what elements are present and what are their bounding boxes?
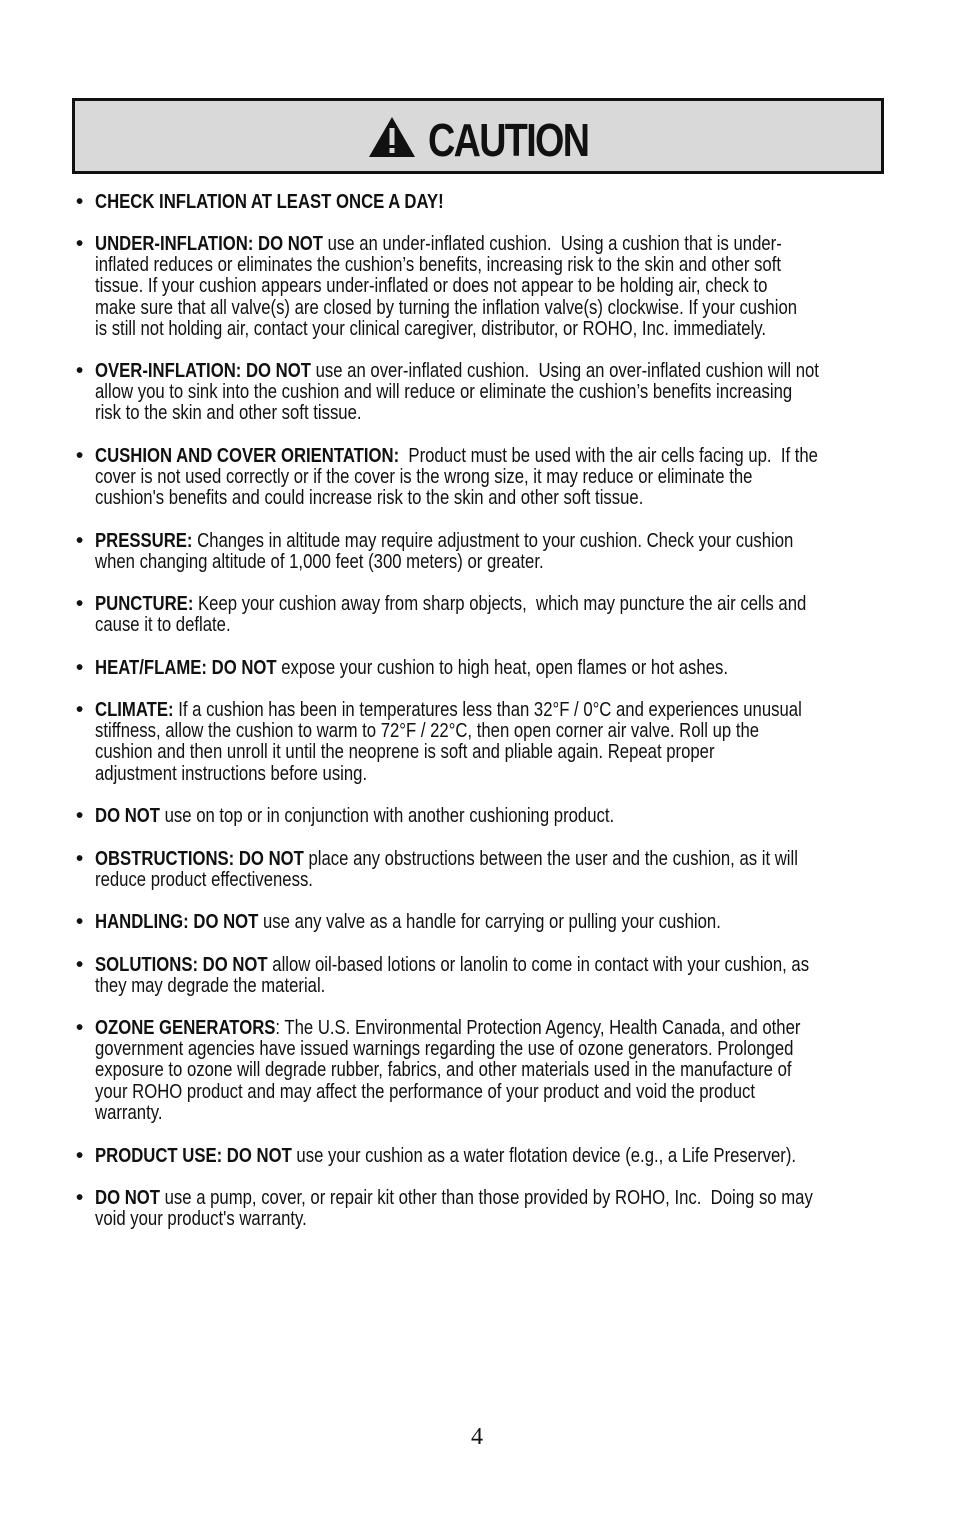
caution-item-line: allow oil-based lotions or lanolin to come in contact with your cushion, as xyxy=(267,953,810,976)
bullet-icon: • xyxy=(76,444,84,467)
caution-item-line: make sure that all valve(s) are closed by turning the inflation valve(s) clockwise. If your cushion xyxy=(95,295,798,319)
caution-item-line: use an over-inflated cushion. Using an over-inflated cushion will not xyxy=(310,359,819,382)
caution-item-line: : The U.S. Environmental Protection Agency, Health Canada, and other xyxy=(275,1016,801,1039)
caution-item-line: stiffness, allow the cushion to warm to 72°F / 22°C, then open corner air valve. Roll up the xyxy=(95,719,760,743)
caution-item-heading: DO NOT xyxy=(95,804,160,827)
bullet-icon: • xyxy=(76,529,84,552)
bullet-icon: • xyxy=(76,953,84,976)
caution-item-text xyxy=(95,191,877,212)
caution-item-line: use on top or in conjunction with another cushioning product. xyxy=(159,804,615,827)
caution-item-line: use any valve as a handle for carrying or pulling your cushion. xyxy=(258,910,721,933)
caution-item-text xyxy=(95,1187,877,1229)
caution-item-line: void your product's warranty. xyxy=(95,1207,307,1231)
caution-item-line: your ROHO product and may affect the performance of your product and void the product xyxy=(95,1079,755,1103)
bullet-icon: • xyxy=(76,1186,84,1209)
caution-item-text xyxy=(95,233,877,339)
caution-item-line: cushion and then unroll it until the neoprene is soft and pliable again. Repeat proper xyxy=(95,740,715,764)
bullet-icon: • xyxy=(76,592,84,615)
caution-item-line: reduce product effectiveness. xyxy=(95,868,313,892)
caution-item-text xyxy=(95,848,877,890)
bullet-icon: • xyxy=(76,1144,84,1167)
caution-item-heading: OZONE GENERATORS xyxy=(95,1016,276,1039)
caution-item-line: use a pump, cover, or repair kit other than those provided by ROHO, Inc. Doing so may xyxy=(159,1186,813,1209)
caution-item-line: use an under-inflated cushion. Using a cushion that is under- xyxy=(323,232,782,255)
caution-item-heading: HEAT/FLAME: DO NOT xyxy=(95,656,277,679)
caution-item-text xyxy=(95,911,877,932)
caution-item-line: inflated reduces or eliminates the cushion’s benefits, increasing risk to the skin and other soft xyxy=(95,253,782,277)
page-number: 4 xyxy=(471,1424,483,1450)
bullet-icon: • xyxy=(76,1016,84,1039)
caution-item-line: cover is not used correctly or if the cover is the wrong size, it may reduce or eliminate the xyxy=(95,465,753,489)
caution-item-line: cushion's benefits and could increase risk to the skin and other soft tissue. xyxy=(95,486,644,510)
caution-item-text xyxy=(95,360,877,424)
caution-item-heading: SOLUTIONS: DO NOT xyxy=(95,953,268,976)
caution-item-line: cause it to deflate. xyxy=(95,613,231,637)
caution-item-line: place any obstructions between the user and the cushion, as it will xyxy=(303,847,798,870)
caution-item-line: allow you to sink into the cushion and will reduce or eliminate the cushion’s benefits increasing xyxy=(95,380,793,404)
caution-item-line: risk to the skin and other soft tissue. xyxy=(95,401,362,425)
caution-item-line: Keep your cushion away from sharp objects, which may puncture the air cells and xyxy=(193,592,807,615)
caution-title: CAUTION xyxy=(428,114,589,166)
bullet-icon: • xyxy=(76,190,84,213)
caution-item-line: adjustment instructions before using. xyxy=(95,761,368,785)
caution-item-heading: CLIMATE: xyxy=(95,698,174,721)
caution-item-line: they may degrade the material. xyxy=(95,974,326,998)
bullet-icon: • xyxy=(76,656,84,679)
bullet-icon: • xyxy=(76,910,84,933)
bullet-icon: • xyxy=(76,847,84,870)
caution-item-heading: OVER-INFLATION: DO NOT xyxy=(95,359,311,382)
caution-item-heading: PUNCTURE: xyxy=(95,592,194,615)
caution-item-line: is still not holding air, contact your clinical caregiver, distributor, or ROHO, Inc. immediately. xyxy=(95,316,767,340)
caution-item-heading: HANDLING: DO NOT xyxy=(95,910,259,933)
caution-item-heading: PRESSURE: xyxy=(95,529,193,552)
bullet-icon: • xyxy=(76,359,84,382)
caution-item-text xyxy=(95,445,877,509)
caution-item-line: Changes in altitude may require adjustment to your cushion. Check your cushion xyxy=(192,529,794,552)
caution-item-line: exposure to ozone will degrade rubber, fabrics, and other materials used in the manufacture of xyxy=(95,1058,792,1082)
bullet-icon: • xyxy=(76,232,84,255)
caution-item-heading: CUSHION AND COVER ORIENTATION: xyxy=(95,444,400,467)
caution-item-text xyxy=(95,1017,877,1123)
caution-item-line: expose your cushion to high heat, open flames or hot ashes. xyxy=(276,656,729,679)
caution-item-heading: PRODUCT USE: DO NOT xyxy=(95,1144,292,1167)
bullet-icon: • xyxy=(76,804,84,827)
caution-item-line: tissue. If your cushion appears under-inflated or does not appear to be holding air, check to xyxy=(95,274,768,298)
bullet-icon: • xyxy=(76,698,84,721)
caution-item-text xyxy=(95,954,877,996)
caution-item-text xyxy=(95,593,877,635)
caution-item-text xyxy=(95,1145,877,1166)
caution-item-text xyxy=(95,805,877,826)
caution-item-text xyxy=(95,657,877,678)
caution-item-line: warranty. xyxy=(95,1100,163,1124)
caution-item-line: If a cushion has been in temperatures less than 32°F / 0°C and experiences unusual xyxy=(173,698,802,721)
caution-item-line: Product must be used with the air cells facing up. If the xyxy=(399,444,818,467)
caution-item-line: use your cushion as a water flotation device (e.g., a Life Preserver). xyxy=(291,1144,797,1167)
caution-item-text xyxy=(95,699,877,784)
caution-item-heading: UNDER-INFLATION: DO NOT xyxy=(95,232,324,255)
caution-item-heading: DO NOT xyxy=(95,1186,160,1209)
caution-item-text xyxy=(95,530,877,572)
caution-item-line: when changing altitude of 1,000 feet (300 meters) or greater. xyxy=(95,550,544,574)
caution-item-heading: OBSTRUCTIONS: DO NOT xyxy=(95,847,304,870)
caution-item-line: government agencies have issued warnings regarding the use of ozone generators. Prolonged xyxy=(95,1037,794,1061)
caution-item-heading: CHECK INFLATION AT LEAST ONCE A DAY! xyxy=(95,190,444,213)
